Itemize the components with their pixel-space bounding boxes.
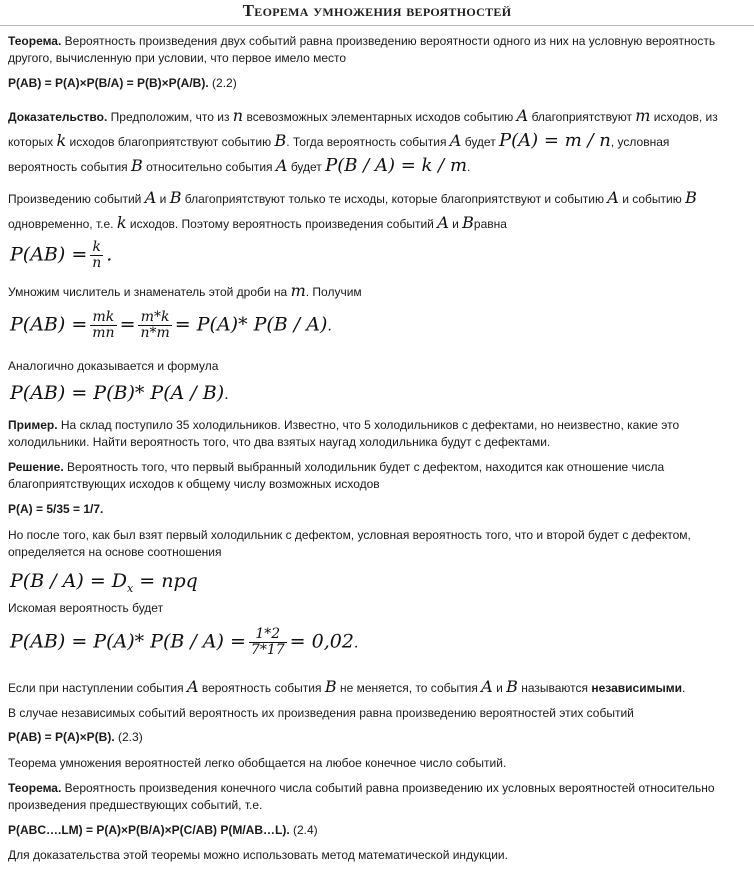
math-A: A	[516, 106, 529, 125]
formula-2-2	[8, 75, 748, 92]
eq1-fraction	[90, 240, 103, 271]
generalize-paragraph: Теорема умножения вероятностей легко обобщается на любое конечное число событий.	[8, 756, 507, 770]
page-title: Теорема умножения вероятностей	[242, 1, 512, 20]
eq2-den-2: n*m	[140, 325, 170, 341]
text: Умножим числитель и знаменатель этой дроби на	[8, 285, 288, 299]
text: вероятность события	[201, 681, 322, 695]
example-text-line1: На склад поступило 35 холодильников. Известно, что 5 холодильников с дефектами, но неизвестно, какие это	[60, 418, 680, 432]
eq5-lhs: P(AB) = P(A)* P(B / A) =	[10, 630, 246, 653]
math-B: B	[462, 213, 474, 232]
math-A: A	[481, 677, 493, 696]
text: не меняется, то события	[339, 681, 478, 695]
eq2-fraction-1	[90, 310, 116, 341]
eq2-end: .	[327, 318, 332, 335]
math-A: A	[186, 677, 199, 696]
text: одновременно, т.е.	[8, 217, 114, 231]
math-m: m	[635, 106, 651, 125]
product-paragraph	[8, 186, 748, 236]
eq5-numerator: 1*2	[255, 626, 281, 642]
formula-2-4	[8, 822, 748, 839]
theorem-2-text-line2: произведения предшествующих событий, т.е.	[8, 798, 263, 812]
independent-term: независимыми	[591, 681, 682, 695]
theorem-2-label: Теорема.	[8, 781, 62, 795]
math-A: A	[144, 188, 157, 207]
eq4-subscript: x	[127, 581, 134, 595]
eq4-rhs: = npq	[133, 570, 198, 592]
proof-text: относительно события	[146, 160, 273, 174]
eq4-lhs: P(B / A) = D	[10, 570, 128, 592]
eq2-lhs: P(AB) =	[10, 313, 88, 336]
formula-2-4-number: (2.4)	[293, 823, 318, 837]
equation-2	[10, 310, 332, 341]
text: Если при наступлении события	[8, 681, 184, 695]
proof-text: благоприятствуют	[531, 110, 632, 124]
text: благоприятствуют только те исходы, которые благоприятствуют и событию	[184, 192, 604, 206]
formula-2-3	[8, 729, 748, 746]
eq2-rhs: = P(A)* P(B / A)	[174, 313, 328, 336]
theorem-text-line1: Вероятность произведения двух событий равна произведению вероятности одного из них на условную вероятность	[64, 34, 716, 48]
math-B: B	[685, 188, 697, 207]
equation-4	[10, 570, 198, 595]
text: и событию	[622, 192, 682, 206]
eq1-end: .	[106, 243, 113, 266]
math-A: A	[607, 188, 619, 207]
math-k: k	[116, 213, 127, 232]
math-B: B	[506, 677, 518, 696]
eq5-fraction	[249, 627, 287, 658]
proof-label: Доказательство.	[8, 110, 108, 124]
eq2-num-1: mk	[92, 309, 115, 325]
formula-2-3-text: P(AB) = P(A)×P(B).	[8, 730, 115, 744]
text: равна	[473, 217, 507, 231]
text: исходов. Поэтому вероятность произведения событий	[129, 217, 434, 231]
formula-2-4-text: P(ABC….LM) = P(A)×P(B/A)×P(C/AB) P(M/AB…L).	[8, 823, 290, 837]
analog-paragraph: Аналогично доказывается и формула	[8, 359, 219, 373]
math-B: B	[169, 188, 182, 207]
eq1-denominator: n	[92, 255, 102, 271]
equation-1	[10, 240, 112, 271]
equation-3	[10, 382, 229, 404]
proof-text: будет	[290, 160, 322, 174]
proof-text: Предположим, что из	[110, 110, 230, 124]
text: .	[681, 681, 686, 695]
text: и	[496, 681, 503, 695]
text: и	[452, 217, 459, 231]
example-label: Пример.	[8, 418, 58, 432]
conditional-paragraph	[8, 527, 748, 561]
sought-paragraph: Искомая вероятность будет	[8, 601, 164, 615]
example-text-line2: холодильники. Найти вероятность того, что два взятых наугад холодильника будут с дефектами.	[8, 435, 551, 449]
math-n: n	[232, 106, 244, 125]
text-line2: определяется на основе соотношения	[8, 545, 222, 559]
proof-text: . Тогда вероятность события	[286, 135, 447, 149]
math-pba: P(B / A) = k / m	[325, 155, 468, 176]
theorem-text-line2: другого, вычисленную при условии, что первое имело место	[8, 51, 347, 65]
independence-paragraph	[8, 675, 748, 700]
theorem-label: Теорема.	[8, 34, 62, 48]
eq2-equals: =	[119, 313, 136, 336]
proof-text: которых	[8, 135, 54, 149]
formula-2-2-number: (2.2)	[212, 76, 237, 90]
proof-paragraph	[8, 104, 748, 179]
math-A: A	[437, 213, 449, 232]
eq1-numerator: k	[92, 239, 102, 255]
math-m: m	[290, 281, 306, 300]
eq1-lhs: P(AB) =	[10, 243, 88, 266]
text-line1: Но после того, как был взят первый холодильник с дефектом, условная вероятность того, что и второй будет с дефектом,	[8, 528, 691, 542]
proof-text: исходов благоприятствуют событию	[69, 135, 272, 149]
text: . Получим	[305, 285, 362, 299]
solution-text-line2: благоприятствующих исходов к общему числу возможных исходов	[8, 477, 380, 491]
math-B: B	[274, 131, 287, 150]
independent-product-paragraph: В случае независимых событий вероятность их произведения равна произведению вероятностей этих событий	[8, 706, 634, 720]
eq5-denominator: 7*17	[250, 642, 285, 658]
math-B: B	[131, 156, 143, 175]
eq3-end: .	[224, 387, 229, 403]
formula-2-2-text: P(AB) = P(A)×P(B/A) = P(B)×P(A/B).	[8, 76, 209, 90]
eq3-text: P(AB) = P(B)* P(A / B)	[10, 382, 225, 404]
theorem-2-paragraph	[8, 780, 748, 814]
title-divider	[0, 25, 754, 26]
proof-text: .	[467, 160, 471, 174]
induction-paragraph: Для доказательства этой теоремы можно использовать метод математической индукции.	[8, 848, 508, 862]
math-A: A	[275, 156, 288, 175]
eq2-den-1: mn	[92, 325, 115, 341]
text: называются	[521, 681, 589, 695]
math-k: k	[56, 131, 67, 150]
solution-label: Решение.	[8, 460, 64, 474]
example-paragraph	[8, 417, 748, 451]
proof-text: вероятность события	[8, 160, 128, 174]
eq5-rhs: = 0,02	[289, 630, 354, 653]
pa-value: P(A) = 5/35 = 1/7.	[8, 502, 104, 516]
proof-text: будет	[464, 135, 496, 149]
formula-2-3-number: (2.3)	[118, 730, 143, 744]
eq5-end: .	[353, 635, 359, 652]
eq2-num-2: m*k	[140, 309, 170, 325]
math-B: B	[324, 677, 337, 696]
solution-text-line1: Вероятность того, что первый выбранный холодильник будет с дефектом, находится как отношение числа	[67, 460, 665, 474]
proof-text: исходов, из	[653, 110, 718, 124]
text: Произведению событий	[8, 192, 142, 206]
math-pa: P(A) = m / n	[499, 130, 611, 151]
theorem-2-text-line1: Вероятность произведения конечного числа событий равна произведению их условных вероятностей относительно	[64, 781, 715, 795]
multiply-paragraph	[8, 281, 748, 302]
solution-paragraph	[8, 459, 748, 493]
proof-text: , условная	[610, 135, 670, 149]
math-A: A	[449, 131, 462, 150]
proof-text: всевозможных элементарных исходов событию	[246, 110, 514, 124]
theorem-paragraph	[8, 33, 748, 67]
equation-5	[10, 627, 358, 658]
text: и	[159, 192, 167, 206]
eq2-fraction-2	[138, 310, 171, 341]
